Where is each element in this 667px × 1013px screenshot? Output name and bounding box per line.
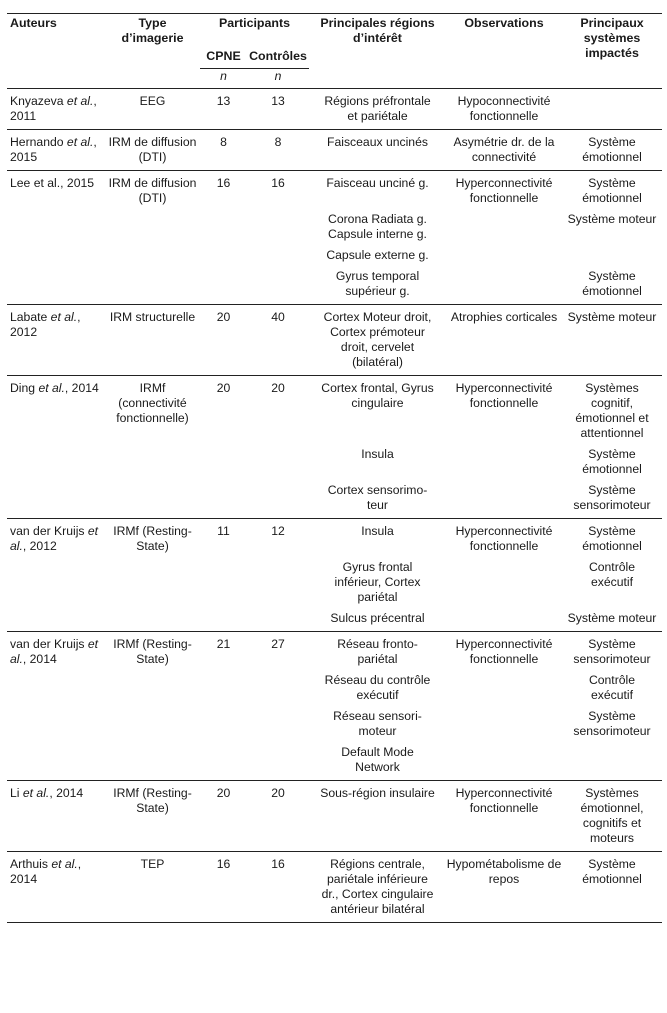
- auteurs-name: Lee et al., 2015: [10, 176, 95, 190]
- cell-systeme: [562, 703, 662, 739]
- cell-controles: 20: [271, 786, 285, 800]
- cell-observation: [446, 519, 562, 555]
- header-controles: Contrôles: [247, 31, 309, 69]
- cell-systeme: [562, 477, 662, 519]
- cell-systeme: [562, 519, 662, 555]
- cell-systeme: [562, 89, 662, 130]
- cell-systeme: [562, 739, 662, 781]
- cell-auteurs: [7, 519, 105, 632]
- cell-observation: [446, 263, 562, 305]
- cell-auteurs: [7, 632, 105, 781]
- cell-observation: [446, 554, 562, 605]
- cell-observation: [446, 477, 562, 519]
- observation-text: Hyperconnectivité fonctionnelle: [455, 786, 553, 815]
- region-text: Régions centrale, pariétale inférieure dr., Cortex cingulaire antérieur bilatéral: [321, 857, 434, 916]
- region-text: Gyrus temporal supérieur g.: [335, 269, 420, 298]
- type-imagerie-text: IRMf (connectivité fonctionnelle): [116, 381, 189, 425]
- cell-type-imagerie: [105, 781, 200, 852]
- cell-observation: [446, 739, 562, 781]
- systeme-text: Système émotionnel: [582, 269, 642, 298]
- cell-observation: [446, 667, 562, 703]
- systeme-text: Système moteur: [567, 310, 657, 324]
- cell-observation: [446, 703, 562, 739]
- region-text: Réseau du contrôle exécutif: [324, 673, 431, 702]
- region-text: Insula: [361, 524, 394, 538]
- auteurs-year: , 2014: [64, 381, 99, 395]
- observation-text: Hypoconnectivité fonctionnelle: [457, 94, 551, 123]
- cell-observation: [446, 242, 562, 263]
- cell-systeme: [562, 130, 662, 171]
- cell-controles: 27: [271, 637, 285, 651]
- cell-controles: 8: [274, 135, 282, 149]
- type-imagerie-text: IRMf (Resting-State): [113, 786, 192, 815]
- cell-region: [309, 130, 446, 171]
- systeme-text: Système émotionnel: [582, 524, 642, 553]
- cell-region: [309, 305, 446, 376]
- cell-observation: [446, 206, 562, 242]
- cell-region: [309, 519, 446, 555]
- cell-controles: 20: [271, 381, 285, 395]
- observation-text: Hyperconnectivité fonctionnelle: [455, 381, 553, 410]
- region-text: Corona Radiata g. Capsule interne g.: [328, 212, 427, 241]
- cell-auteurs: [7, 130, 105, 171]
- cell-region: [309, 376, 446, 442]
- region-text: Cortex Moteur droit, Cortex prémoteur droit, cervelet (bilatéral): [323, 310, 432, 369]
- auteurs-name: Ding: [10, 381, 39, 395]
- cell-region: [309, 89, 446, 130]
- table-row: [7, 852, 662, 923]
- systeme-text: Système émotionnel: [582, 447, 642, 476]
- cell-observation: [446, 852, 562, 923]
- table-row: [7, 632, 662, 668]
- cell-auteurs: [7, 171, 105, 305]
- cell-systeme: [562, 441, 662, 477]
- observation-text: Hypométabolisme de repos: [446, 857, 562, 886]
- cell-auteurs: [7, 852, 105, 923]
- cell-observation: [446, 171, 562, 207]
- cell-region: [309, 605, 446, 632]
- systeme-text: Système sensorimoteur: [573, 709, 651, 738]
- auteurs-name: Knyazeva: [10, 94, 67, 108]
- cell-observation: [446, 89, 562, 130]
- cell-region: [309, 206, 446, 242]
- type-imagerie-text: IRM de diffusion (DTI): [108, 135, 197, 164]
- cell-cpne: 16: [216, 176, 231, 190]
- table-row: [7, 519, 662, 555]
- type-imagerie-text: IRM structurelle: [109, 310, 196, 324]
- cell-observation: [446, 605, 562, 632]
- auteurs-name: Labate: [10, 310, 51, 324]
- region-text: Réseau sensori-moteur: [333, 709, 422, 738]
- region-text: Capsule externe g.: [326, 248, 429, 262]
- cell-type-imagerie: [105, 305, 200, 376]
- cell-controles: 16: [271, 857, 285, 871]
- table-header: [7, 14, 662, 89]
- auteurs-name: Li: [10, 786, 23, 800]
- study-group: [7, 89, 662, 130]
- auteurs-etal: et al.: [22, 786, 50, 800]
- type-imagerie-text: IRMf (Resting-State): [113, 524, 192, 553]
- auteurs-year: , 2015: [10, 135, 97, 164]
- header-n-cpne: n: [220, 69, 227, 83]
- auteurs-name: Arthuis: [10, 857, 52, 871]
- type-imagerie-text: IRMf (Resting-State): [113, 637, 192, 666]
- auteurs-year: , 2014: [49, 786, 84, 800]
- table-row: [7, 305, 662, 376]
- cell-cpne: 13: [216, 94, 231, 108]
- cell-region: [309, 739, 446, 781]
- table-container: [7, 13, 662, 923]
- cell-systeme: [562, 206, 662, 242]
- cell-observation: [446, 376, 562, 442]
- region-text: Sulcus précentral: [330, 611, 425, 625]
- cell-systeme: [562, 376, 662, 442]
- type-imagerie-text: TEP: [140, 857, 165, 871]
- cell-type-imagerie: [105, 130, 200, 171]
- cell-observation: [446, 632, 562, 668]
- study-group: [7, 519, 662, 632]
- systeme-text: Système émotionnel: [582, 857, 642, 886]
- region-text: Faisceau unciné g.: [326, 176, 429, 190]
- study-group: [7, 632, 662, 781]
- study-group: [7, 376, 662, 519]
- table-row: [7, 171, 662, 207]
- cell-systeme: [562, 852, 662, 923]
- region-text: Cortex sensorimo-teur: [327, 483, 428, 512]
- observation-text: Asymétrie dr. de la connectivité: [453, 135, 555, 164]
- cell-observation: [446, 781, 562, 852]
- systeme-text: Système émotionnel: [582, 176, 642, 205]
- auteurs-etal: et al.: [51, 857, 78, 871]
- cell-type-imagerie: [105, 852, 200, 923]
- cell-systeme: [562, 781, 662, 852]
- auteurs-name: van der Kruijs: [10, 524, 88, 538]
- region-text: Cortex frontal, Gyrus cingulaire: [321, 381, 434, 410]
- region-text: Insula: [361, 447, 394, 461]
- cell-region: [309, 554, 446, 605]
- cell-controles: 40: [271, 310, 285, 324]
- observation-text: Hyperconnectivité fonctionnelle: [455, 176, 553, 205]
- study-group: [7, 852, 662, 923]
- auteurs-year: , 2014: [10, 857, 82, 886]
- auteurs-name: van der Kruijs: [10, 637, 88, 651]
- cell-cpne: 16: [216, 857, 231, 871]
- cell-systeme: [562, 667, 662, 703]
- systeme-text: Contrôle exécutif: [588, 673, 636, 702]
- cell-observation: [446, 441, 562, 477]
- cell-systeme: [562, 305, 662, 376]
- cell-systeme: [562, 171, 662, 207]
- type-imagerie-text: IRM de diffusion (DTI): [108, 176, 197, 205]
- systeme-text: Contrôle exécutif: [588, 560, 636, 589]
- cell-systeme: [562, 263, 662, 305]
- header-systemes: [562, 14, 662, 69]
- auteurs-etal: et al.: [66, 135, 94, 149]
- auteurs-year: , 2012: [22, 539, 57, 553]
- header-participants: Participants: [219, 16, 290, 30]
- cell-region: [309, 171, 446, 207]
- header-type-imagerie-text: Type d’imagerie: [121, 16, 184, 45]
- cell-region: [309, 632, 446, 668]
- cell-region: [309, 263, 446, 305]
- table-row: [7, 130, 662, 171]
- studies-table: [7, 13, 662, 923]
- cell-region: [309, 441, 446, 477]
- header-regions: [309, 14, 446, 69]
- region-text: Régions préfrontale et pariétale: [324, 94, 431, 123]
- cell-region: [309, 242, 446, 263]
- cell-cpne: 11: [217, 524, 230, 538]
- cell-auteurs: [7, 305, 105, 376]
- systeme-text: Système moteur: [567, 212, 657, 226]
- cell-systeme: [562, 605, 662, 632]
- auteurs-etal: et al.: [66, 94, 94, 108]
- header-systemes-text: Principaux systèmes impactés: [580, 16, 644, 60]
- cell-observation: [446, 130, 562, 171]
- auteurs-name: Hernando: [10, 135, 67, 149]
- region-text: Sous-région insulaire: [320, 786, 435, 800]
- region-text: Default Mode Network: [341, 745, 414, 774]
- header-observations: Observations: [464, 16, 544, 30]
- observation-text: Hyperconnectivité fonctionnelle: [455, 637, 553, 666]
- cell-auteurs: [7, 89, 105, 130]
- systeme-text: Système émotionnel: [582, 135, 642, 164]
- cell-cpne: 21: [216, 637, 231, 651]
- cell-region: [309, 703, 446, 739]
- header-regions-text: Principales régions d’intérêt: [320, 16, 435, 45]
- cell-cpne: 8: [220, 135, 227, 149]
- auteurs-year: , 2012: [10, 310, 81, 339]
- study-group: [7, 305, 662, 376]
- table-row: [7, 781, 662, 852]
- cell-observation: [446, 305, 562, 376]
- table-row: [7, 376, 662, 442]
- auteurs-year: , 2011: [10, 94, 97, 123]
- auteurs-etal: et al.: [38, 381, 65, 395]
- cell-region: [309, 667, 446, 703]
- systeme-text: Système sensorimoteur: [573, 483, 651, 512]
- table-row: [7, 89, 662, 130]
- type-imagerie-text: EEG: [139, 94, 166, 108]
- cell-cpne: 20: [216, 310, 231, 324]
- observation-text: Hyperconnectivité fonctionnelle: [455, 524, 553, 553]
- auteurs-etal: et al.: [10, 637, 99, 666]
- cell-type-imagerie: [105, 632, 200, 781]
- cell-controles: 13: [271, 94, 285, 108]
- observation-text: Atrophies corticales: [450, 310, 558, 324]
- cell-systeme: [562, 242, 662, 263]
- cell-controles: 12: [271, 524, 285, 538]
- systeme-text: Système sensorimoteur: [573, 637, 651, 666]
- cell-type-imagerie: [105, 171, 200, 305]
- cell-controles: 16: [271, 176, 285, 190]
- systeme-text: Système moteur: [567, 611, 657, 625]
- cell-region: [309, 852, 446, 923]
- header-type-imagerie: [105, 14, 200, 69]
- study-group: [7, 130, 662, 171]
- region-text: Réseau fronto-pariétal: [337, 637, 418, 666]
- cell-cpne: 20: [216, 786, 231, 800]
- cell-type-imagerie: [105, 89, 200, 130]
- header-auteurs: Auteurs: [10, 16, 57, 30]
- cell-systeme: [562, 554, 662, 605]
- region-text: Faisceaux uncinés: [327, 135, 428, 149]
- cell-auteurs: [7, 376, 105, 519]
- cell-type-imagerie: [105, 519, 200, 632]
- cell-systeme: [562, 632, 662, 668]
- header-n-controles: n: [274, 69, 282, 83]
- systeme-text: Systèmes cognitif, émotionnel et attentionnel: [575, 381, 649, 440]
- auteurs-etal: et al.: [10, 524, 99, 553]
- systeme-text: Systèmes émotionnel, cognitifs et moteurs: [580, 786, 644, 845]
- cell-type-imagerie: [105, 376, 200, 519]
- cell-region: [309, 781, 446, 852]
- region-text: Gyrus frontal inférieur, Cortex pariétal: [334, 560, 421, 604]
- study-group: [7, 781, 662, 852]
- study-group: [7, 171, 662, 305]
- auteurs-year: , 2014: [22, 652, 57, 666]
- header-cpne: CPNE: [200, 31, 247, 69]
- cell-cpne: 20: [216, 381, 231, 395]
- cell-region: [309, 477, 446, 519]
- auteurs-etal: et al.: [50, 310, 78, 324]
- cell-auteurs: [7, 781, 105, 852]
